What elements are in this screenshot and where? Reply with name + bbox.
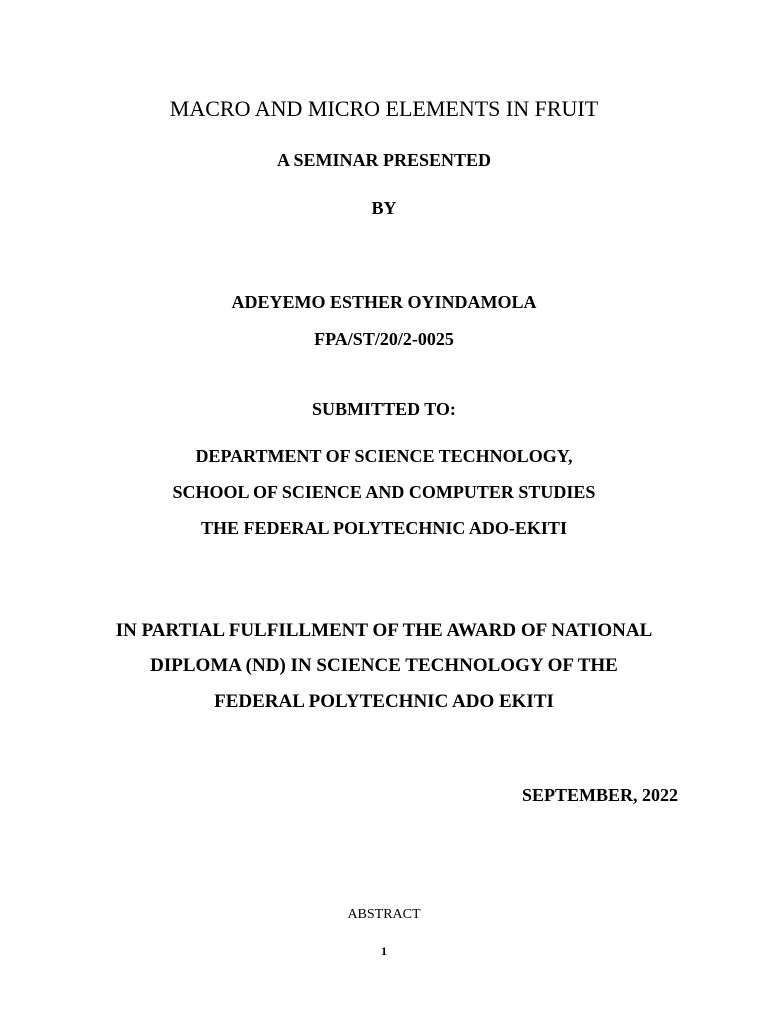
fulfillment-line-2: DIPLOMA (ND) IN SCIENCE TECHNOLOGY OF THE [150,655,618,676]
department-line-2: SCHOOL OF SCIENCE AND COMPUTER STUDIES [172,482,596,502]
department-line-3: THE FEDERAL POLYTECHNIC ADO-EKITI [201,518,567,538]
submitted-to-label: SUBMITTED TO: [312,399,456,419]
author-name: ADEYEMO ESTHER OYINDAMOLA [231,292,537,312]
document-title: MACRO AND MICRO ELEMENTS IN FRUIT [169,96,599,121]
department-line-1: DEPARTMENT OF SCIENCE TECHNOLOGY, [195,446,573,466]
by-label: BY [371,198,397,218]
fulfillment-line-1: IN PARTIAL FULFILLMENT OF THE AWARD OF NATIONAL [115,620,653,641]
fulfillment-line-3: FEDERAL POLYTECHNIC ADO EKITI [214,691,554,712]
page-number: 1 [381,944,387,958]
document-subtitle: A SEMINAR PRESENTED [276,150,492,170]
abstract-heading: ABSTRACT [347,907,421,922]
matric-number: FPA/ST/20/2-0025 [314,329,454,349]
submission-date: SEPTEMBER, 2022 [521,785,678,805]
